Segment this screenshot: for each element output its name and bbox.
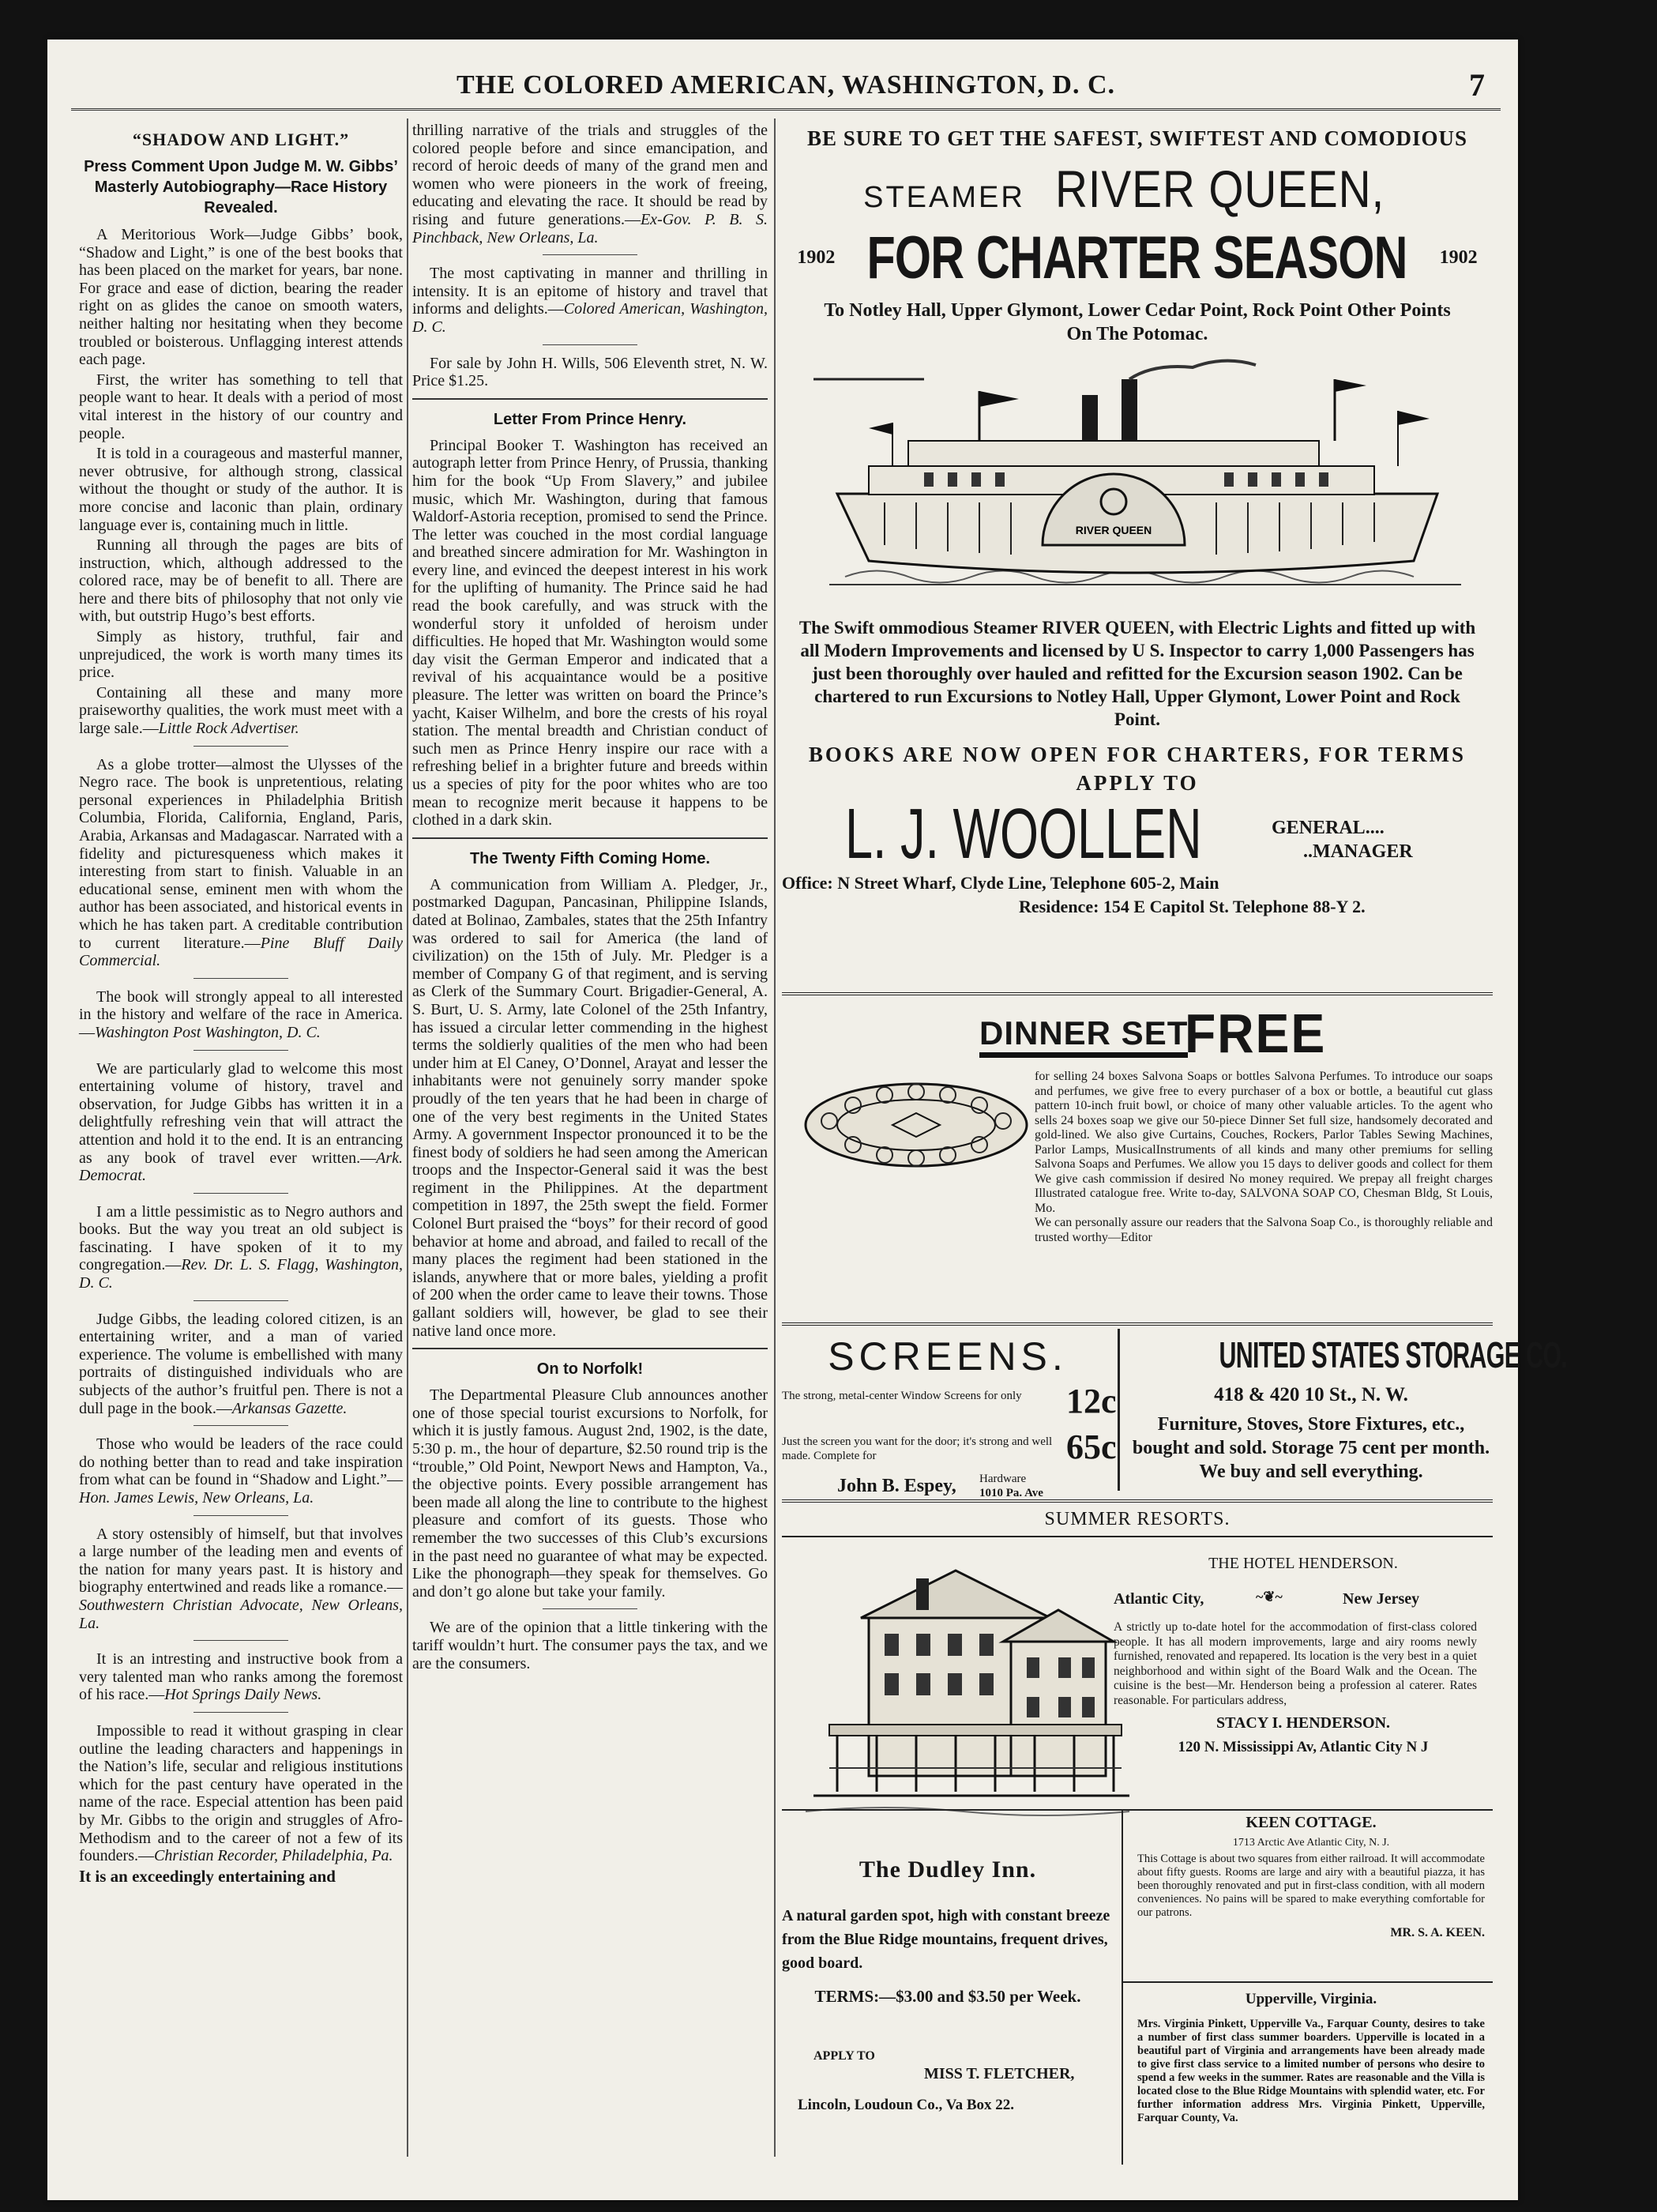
paragraph-continues: It is an exceedingly entertaining and <box>79 1866 336 1886</box>
paragraph-source: Arkansas Gazette. <box>231 1399 348 1417</box>
paragraph <box>79 1311 403 1418</box>
charter-notice: BOOKS ARE NOW OPEN FOR CHARTERS, FOR TERMS APPLY TO <box>808 743 1467 795</box>
screens-title: SCREENS. <box>828 1334 1068 1379</box>
summer-resorts <box>782 1509 1493 2165</box>
paragraph <box>79 1435 403 1507</box>
charter-heading: FOR CHARTER SEASON <box>866 224 1408 292</box>
paragraph-source: Washington Post Washington, D. C. <box>95 1023 321 1041</box>
divider-vertical <box>1122 1809 1123 2165</box>
dudley-address: Lincoln, Loudoun Co., Va Box 22. <box>798 2097 1015 2113</box>
dinner-body-text <box>782 1070 1493 1216</box>
divider <box>543 344 637 345</box>
paragraph: We are of the opinion that a little tinkering with the tariff wouldn’t hurt. The consumer pays the tax, and we are the consumers. <box>412 1619 768 1672</box>
paragraph-text: The book will strongly appeal to all interested in the history and welfare of the race in America.— <box>79 988 403 1041</box>
screens-ad <box>782 1334 1117 1499</box>
paragraph-text: Impossible to read it without grasping in clear outline the leading characters and happenings in the Nation’s life, secular and religious institutions which for the past century have operated in the name of the race. Especial attention has been paid by Mr. Gibbs to the origin and struggles of Afro-Methodism and to the career of not a few of its founders.— <box>79 1721 403 1865</box>
door-screen-price: 65c <box>1066 1428 1117 1466</box>
paragraph <box>79 1203 403 1292</box>
divider <box>194 746 288 747</box>
ship-name-line <box>782 159 1493 219</box>
column-rule <box>407 118 408 2157</box>
screens-window-text: The strong, metal-center Window Screens for only <box>782 1390 1022 1402</box>
storage-title-wrap <box>1129 1334 1568 1376</box>
paragraph-text: A story ostensibly of himself, but that involves a large number of the leading men and events of the nation for many years past. It is history and biography entertwined and reads like a romance.— <box>79 1525 403 1597</box>
paragraph: Principal Booker T. Washington has received an autograph letter from Prince Henry, of Prussia, thanking him for the book “Up From Slavery,” and jubilee music, which Mr. Washington, during that famous Waldorf-Astoria reception, promised to send the Prince. The letter was couched in the most cordial language and breathed sincere admiration for Mr. Washington in every line, and evinced the deepest interest in his work for the uplifting of humanity. The Prince said he had read the book carefully, and was struck with the wonderful story it unfolded of heroism under difficulties. He hoped that Mr. Washington would some day visit the German Emperor and indicated that a revival of his acquaintance would be a positive pleasure. The letter was written on board the Prince’s yacht, Kaiser Wilhelm, and bore the crests of his royal station. The mental breadth and Christian conduct of such men as Prince Henry inspire our race with a refreshing belief in a brighter future and breeds within us a species of pity for the poor whites who are too mean to recognize merit because it happens to be clothed in a dark skin. <box>412 436 768 830</box>
divider <box>543 254 637 255</box>
agent-role: GENERAL.... <box>1272 818 1385 838</box>
screens-door-text: Just the screen you want for the door; it's strong and well made. Complete for <box>782 1435 1053 1462</box>
column-middle <box>412 122 768 2160</box>
divider <box>1123 1981 1493 1983</box>
paragraph: A Meritorious Work—Judge Gibbs’ book, “Shadow and Light,” is one of the best books that has been placed on the market for years, bar none. For grace and ease of diction, bearing the reader right on as glides the canoe on smooth waters, neither halting nor hesitating when they become troubled or boisterous. Unflagging interest attends each page. <box>79 226 403 369</box>
newspaper-page <box>47 40 1568 2200</box>
divider <box>194 1712 288 1713</box>
divider <box>412 1348 768 1349</box>
hotel-state: New Jersey <box>1343 1590 1420 1608</box>
dudley-terms: TERMS:—$3.00 and $3.50 per Week. <box>814 1987 1081 2006</box>
divider <box>194 978 288 979</box>
divider <box>194 1515 288 1516</box>
dudley-name: MISS T. FLETCHER, <box>924 2065 1075 2082</box>
dudley-inn-ad <box>782 1856 1114 2116</box>
paragraph: Simply as history, truthful, fair and unprejudiced, the work is worth many times its price. <box>79 628 403 682</box>
ad-divider <box>782 1322 1493 1326</box>
divider <box>782 1536 1493 1537</box>
paragraph-source: Pine Bluff Daily Commercial. <box>79 934 403 970</box>
ornament-icon: ~❦~ <box>1256 1589 1283 1604</box>
year: 1902 <box>797 247 836 268</box>
advertisement-column <box>782 122 1568 2168</box>
year: 1902 <box>1439 247 1478 268</box>
office-address: Office: N Street Wharf, Clyde Line, Telephone 605-2, Main <box>782 873 1219 893</box>
paragraph-text: Containing all these and many more praiseworthy qualities, the work must meet with a large sale.— <box>79 683 403 738</box>
divider <box>543 1608 637 1609</box>
dinner-heading <box>782 1003 1493 1064</box>
paragraph-source: Little Rock Advertiser. <box>158 720 299 738</box>
hotel-title: THE HOTEL HENDERSON. <box>1208 1555 1398 1572</box>
divider <box>194 1425 288 1426</box>
dinner-editor-note: We can personally assure our readers that the Salvona Soap Co., is thoroughly reliable and trusted worthy—Editor <box>1035 1216 1493 1244</box>
hotel-location <box>1114 1581 1493 1620</box>
ad-tagline: BE SURE TO GET THE SAFEST, SWIFTEST AND COMODIOUS <box>806 126 1467 150</box>
steamboat-illustration <box>782 348 1493 616</box>
divider <box>194 1193 288 1194</box>
divider <box>194 1050 288 1051</box>
agent-role: ..MANAGER <box>1303 841 1413 862</box>
dudley-title: The Dudley Inn. <box>859 1856 1037 1883</box>
hotel-signature: STACY I. HENDERSON. <box>1216 1714 1391 1732</box>
paragraph-text: I am a little pessimistic as to Negro authors and books. But the way you treat an old subject is fascinating. I have spoken of it to my congregation.— <box>79 1202 403 1274</box>
storage-ad <box>1129 1334 1568 1492</box>
screens-line <box>782 1425 1117 1471</box>
paragraph-source: Ark. Democrat. <box>79 1149 403 1185</box>
article-subtitle: Press Comment Upon Judge M. W. Gibbs’ Masterly Autobiography—Race History Revealed. <box>84 158 398 216</box>
paragraph-source: Christian Recorder, Philadelphia, Pa. <box>153 1847 393 1865</box>
merchant-address: 1010 Pa. Ave <box>979 1487 1043 1499</box>
charter-line <box>782 224 1493 292</box>
paragraph <box>79 1722 403 1865</box>
residence-address: Residence: 154 E Capitol St. Telephone 88-Y 2. <box>1019 897 1366 916</box>
storage-body: Furniture, Stoves, Store Fixtures, etc., bought and sold. Storage 75 cent per month. We buy and sell everything. <box>1132 1414 1490 1482</box>
merchant-name: John B. Espey, <box>837 1476 956 1496</box>
paragraph-text: Those who would be leaders of the race could do nothing better than to read and take inspiration from what can be found in “Shadow and Light.”— <box>79 1435 403 1489</box>
keen-address: 1713 Arctic Ave Atlantic City, N. J. <box>1232 1837 1390 1849</box>
dinner-body-copy: for selling 24 boxes Salvona Soaps or bottles Salvona Perfumes. To introduce our soaps and perfumes, we give free to every purchaser of a box or bottle, a beautiful cut glass pattern 10-inch fruit bowl, or choice of many other valuable articles. To the agent who sells 24 boxes soap we give our 50-piece Dinner Set full size, handsomely decorated and gold-lined. We also give Curtains, Couches, Rockers, Parlor Tables Sewing Machines, Parlor Lamps, MusicalInstruments of all kinds and many other premiums for selling Salvona Soaps and Perfumes. We allow you 15 days to deliver goods and collect for them We give cash commission if desired No money required. We prepay all freight charges Illustrated catalogue free. Write to-day, SALVONA SOAP CO, Chesman Bldg, St Louis, Mo. <box>1035 1070 1493 1215</box>
merchant-trade: Hardware <box>979 1473 1027 1485</box>
agent-name: L. J. WOOLLEN <box>845 795 1202 874</box>
ship-name: RIVER QUEEN, <box>1054 160 1385 218</box>
heading-twenty-fifth: The Twenty Fifth Coming Home. <box>469 849 711 867</box>
heading-norfolk: On to Norfolk! <box>536 1360 644 1379</box>
paragraph-source: Rev. Dr. L. S. Flagg, Washington, D. C. <box>79 1256 403 1292</box>
article-title: “SHADOW AND LIGHT.” <box>132 130 350 149</box>
ad-divider <box>782 992 1493 995</box>
steamer-description: The Swift ommodious Steamer RIVER QUEEN, with Electric Lights and fitted up with all Modern Improvements and licensed by U S. Inspector to carry 1,000 Passengers has just been thoroughly over hauled and refitted for the Excursion season 1902. Can be chartered to run Excursions to Notley Hall, Upper Glymont, Lower Point and Rock Point. <box>798 618 1476 729</box>
page-number: 7 <box>1469 67 1485 103</box>
paragraph: The Departmental Pleasure Club announces another one of those special tourist excursions to Norfolk, for which it is justly famous. August 2nd, 1902, is the date, 5:30 p. m., the hour of departure, $2.50 round trip is the “trouble,” Old Point, Newport News and Hampton, Va., the objective points. Every possible arrangement has been made all along the line to contribute to the highest pleasure and comfort of its guests. Those who remember the two successes of this Club’s excursions in the past need no guarantee of what may be expected. Like the phonograph—they speak for themselves. Go and don’t go alone but take your family. <box>412 1386 768 1601</box>
divider <box>782 1809 1493 1811</box>
hotel-address: 120 N. Mississippi Av, Atlantic City N J <box>1178 1739 1429 1755</box>
paragraph-source: Hon. James Lewis, New Orleans, La. <box>79 1489 314 1507</box>
keen-signature: MR. S. A. KEEN. <box>1390 1926 1485 1939</box>
paragraph: Running all through the pages are bits of instruction, which, although addressed to the colored race, may be of benefit to all. There are here and there bits of philosophy that not only vie with, but outstrip Hugo’s best efforts. <box>79 536 403 626</box>
ad-divider <box>782 1499 1493 1503</box>
paragraph <box>412 265 768 336</box>
dudley-contact <box>782 2021 1114 2116</box>
paragraph: It is told in a courageous and masterful manner, never obtrusive, for although strong, classical without the thought or study of the author. It is more concise and laconic than plain, ordinary language ever is, containing much in little. <box>79 445 403 534</box>
masthead <box>71 62 1501 111</box>
upperville-ad <box>1137 1991 1485 2125</box>
storage-title: UNITED STATES STORAGE CO. <box>1219 1334 1568 1375</box>
paragraph <box>79 1525 403 1633</box>
paragraph-source: Southwestern Christian Advocate, New Orleans, La. <box>79 1596 403 1632</box>
hotel-body: A strictly up to-date hotel for the accommodation of first-class colored people. It has all modern improvements, large and airy rooms newly furnished, renovated and repapered. Its location is the very best in a quiet neighborhood and within sight of the Board Walk and the Ocean. The cuisine is the best—Mr. Henderson being a profession al caterer. Rates reasonable. For particulars address, <box>1114 1620 1477 1707</box>
paragraph <box>79 756 403 970</box>
screens-signature <box>782 1471 1114 1503</box>
river-queen-ad <box>782 122 1493 983</box>
keen-body: This Cottage is about two squares from either railroad. It will accommodate about fifty guests. Rooms are large and airy with a beautiful piazza, it has been thoroughly renovated and put in first-class condition, with all modern conveniences. No pains will be spared to make everything comfortable for our patrons. <box>1137 1853 1485 1919</box>
paragraph-text: We are particularly glad to welcome this most entertaining volume of history, travel and observation, for Judge Gibbs has written it in a delightfully refreshing vein that will attract the attention and hold it to the end. It is an entrancing as any book of travel ever written.— <box>79 1059 403 1167</box>
free-heading-text: FREE <box>1185 1003 1327 1064</box>
storage-address: 418 & 420 10 St., N. W. <box>1214 1384 1408 1405</box>
wrap-spacer <box>782 1070 1035 1251</box>
paragraph-text: As a globe trotter—almost the Ulysses of the Negro race. The book is unpretentious, relating personal experiences in Philadelphia British Columbia, Florida, California, England, Paris, Arabia, Arkansas and Madagascar. Narrated with a fidelity and picturesqueness which makes it interesting from start to finish. Valuable in an educational sense, eminent men with whom the author has been associated, and historical events in which he has taken part. A creditable contribution to current literature.— <box>79 755 403 952</box>
hotel-city: Atlantic City, <box>1114 1590 1204 1608</box>
window-screen-price: 12c <box>1066 1382 1117 1420</box>
screens-line <box>782 1382 1117 1425</box>
heading-prince-henry: Letter From Prince Henry. <box>493 410 687 428</box>
paragraph <box>79 1650 403 1704</box>
divider <box>412 837 768 839</box>
upperville-body: Mrs. Virginia Pinkett, Upperville Va., Farquar County, desires to take a number of first class summer boarders. Upperville is located in a beautiful part of Virginia and arrangements have been already made to give first class service to a limited number of persons who desire to spend a few weeks in the summer. Rates are reasonable and the Villa is located close to the Blue Ridge Mountains with splendid water, etc. For further information address Mrs. Virginia Pinkett, Upperville, Farquar County, Va. <box>1137 2018 1485 2124</box>
dudley-apply: APPLY TO <box>813 2049 875 2063</box>
steamer-label: STEAMER <box>863 181 1025 214</box>
newspaper-title: THE COLORED AMERICAN, WASHINGTON, D. C. <box>456 70 1116 100</box>
paragraph-text: thrilling narrative of the trials and struggles of the colored people before and since emancipation, and record of heroic deeds of many of the grand men and women who were pioneers in the work of freeing, educating and elevating the race. It should be read by rising and future generations.— <box>412 122 768 228</box>
hotel-illustration <box>806 1555 1137 1839</box>
paragraph <box>79 684 403 738</box>
paragraph-source: Hot Springs Daily News. <box>164 1686 322 1704</box>
destinations: To Notley Hall, Upper Glymont, Lower Cedar Point, Rock Point Other Points On The Potomac. <box>824 300 1451 344</box>
dudley-body: A natural garden spot, high with constant breeze from the Blue Ridge mountains, frequent drives, good board. <box>782 1907 1110 1972</box>
keen-cottage-ad <box>1137 1814 1485 1940</box>
paragraph: For sale by John H. Wills, 506 Eleventh stret, N. W. Price $1.25. <box>412 354 768 390</box>
paragraph-source: Colored American, Washington, D. C. <box>412 300 768 336</box>
dinner-set-ad <box>782 1003 1493 1307</box>
ad-divider-vertical <box>1118 1329 1120 1491</box>
keen-title: KEEN COTTAGE. <box>1246 1814 1377 1831</box>
paragraph <box>79 988 403 1042</box>
hotel-henderson-ad <box>1114 1555 1493 1756</box>
paragraph: A communication from William A. Pledger, Jr., postmarked Dagupan, Pancasinan, Philippine Islands, dated at Bolinao, Zambales, states that the 25th Infantry was ordered to sail for America (the land of civilization) on the 15th of July. Mr. Pledger is a member of Company G of that regiment, and is serving as Clerk of the Summary Court. Brigadier-General, A. S. Burt, U. S. Army, late Colonel of the 25th Infantry, has issued a circular letter commending in the highest terms the soldierly qualities of the men who had been under him at El Caney, O’Donnel, Arayat and lesser the inhabitants were not genuinely sorry mander spoke proudly of the ten years that he had been in charge of one of the very best regiments in the United States Army. A government Inspector pronounced it to be the finest body of soldiers he had seen among the American troops and the Inspector-General said it was the best regiment in the Philippines. At the department competition in 1897, the 25th swept the field. Former Colonel Burt praised the “boys” for their record of good behavior at home and abroad, and failed to recall of the many places the regiment had been stationed in the islands, anywhere that or more bales, yielding a profit of 200 when the order came to leave their towns. Those gallant soldiers will, however, be glad to see their native land once more. <box>412 875 768 1340</box>
dinner-body <box>782 1070 1493 1251</box>
paragraph: First, the writer has something to tell that people want to hear. It deals with a period of most vital interest in the history of our country and people. <box>79 371 403 442</box>
dinner-heading-text: DINNER SET <box>979 1014 1188 1058</box>
paragraph <box>412 122 768 246</box>
divider <box>412 398 768 400</box>
paragraph-text: Judge Gibbs, the leading colored citizen, is an entertaining writer, and a man of varied experience. The volume is embellished with many portraits of distinguished individuals who are subjects of the author’s fruitful pen. There is not a dull page in the book.— <box>79 1310 403 1417</box>
column-shadow-and-light <box>79 122 403 2160</box>
resorts-title: SUMMER RESORTS. <box>1044 1509 1231 1529</box>
upperville-title: Upperville, Virginia. <box>1245 1991 1377 2007</box>
paragraph <box>79 1060 403 1185</box>
divider <box>194 1640 288 1641</box>
paragraph-text: It is an intresting and instructive book from a very talented man who ranks among the foremost of his race.— <box>79 1650 403 1704</box>
boat-label: RIVER QUEEN <box>1075 524 1152 536</box>
paragraph-text: The most captivating in manner and thrilling in intensity. It is an epitome of history and travel that informs and delights.— <box>412 265 768 318</box>
column-rule <box>774 118 776 2157</box>
agent-block <box>782 797 1493 873</box>
divider <box>194 1300 288 1301</box>
paragraph-source: Ex-Gov. P. B. S. Pinchback, New Orleans, La. <box>412 210 768 246</box>
